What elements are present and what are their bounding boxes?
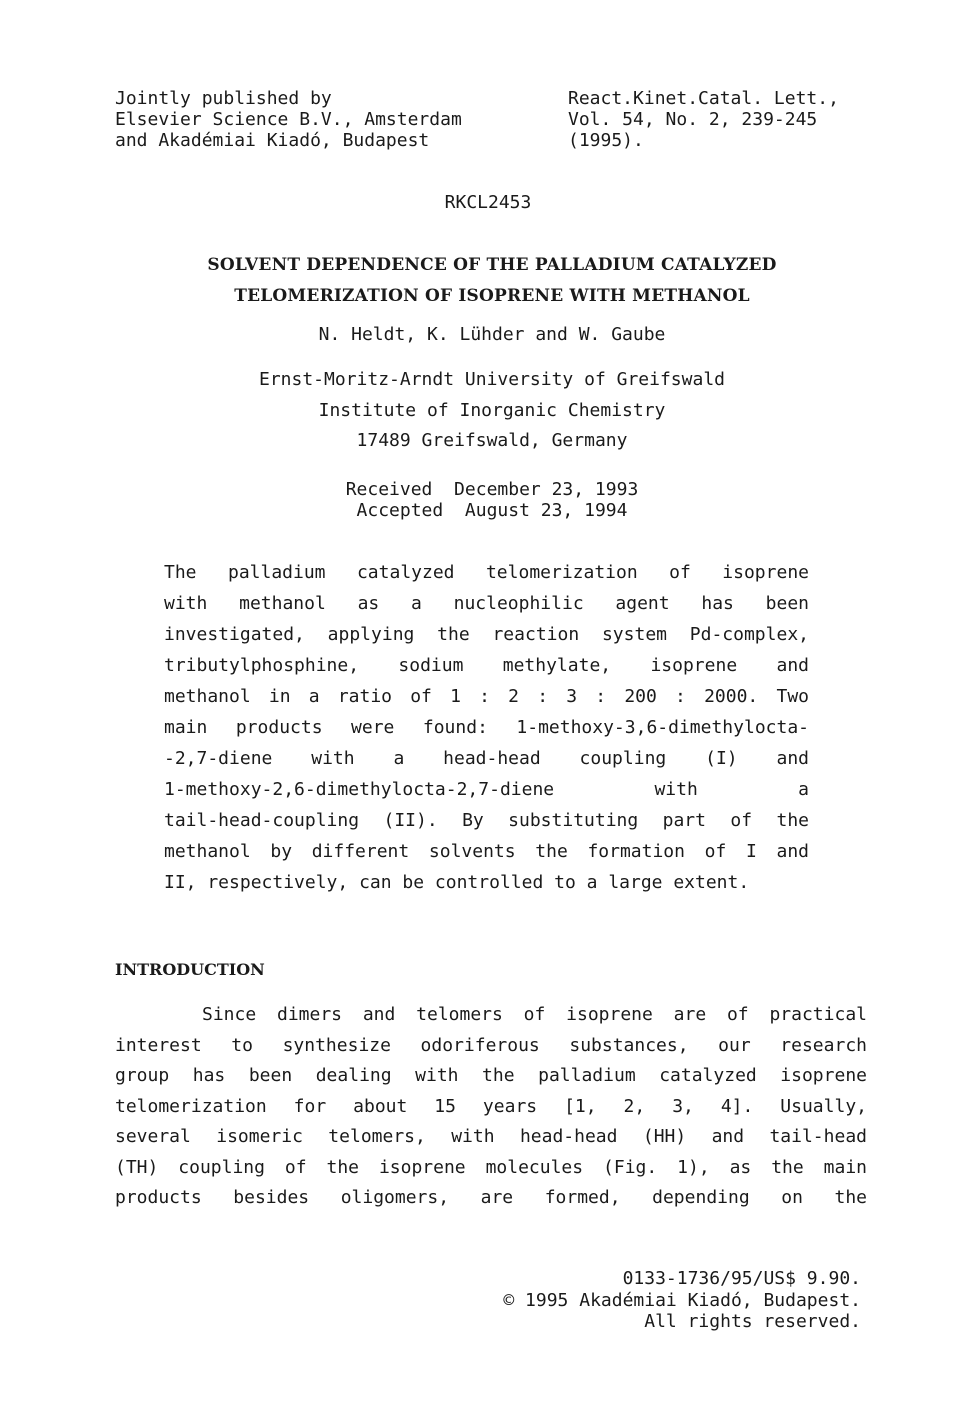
paper-title xyxy=(0,250,976,312)
intro-line: group has been dealing with the palladium catalyzed isoprene xyxy=(115,1065,867,1086)
abstract-line: -2,7-diene with a head-head coupling (I) and xyxy=(164,748,809,769)
abstract-line: 1-methoxy-2,6-dimethylocta-2,7-diene with a xyxy=(164,779,809,800)
submission-dates xyxy=(0,479,976,521)
citation-line: Vol. 54, No. 2, 239-245 xyxy=(568,109,818,130)
journal-citation xyxy=(568,88,839,151)
publisher-line: Jointly published by xyxy=(115,88,332,109)
intro-line: products besides oligomers, are formed, depending on the xyxy=(115,1187,867,1208)
copyright-footer xyxy=(503,1268,861,1333)
abstract xyxy=(164,557,809,898)
section-heading-introduction: INTRODUCTION xyxy=(115,960,265,979)
publisher-line: and Akadémiai Kiadó, Budapest xyxy=(115,130,430,151)
abstract-line: methanol by different solvents the formation of I and xyxy=(164,841,809,862)
intro-line: telomerization for about 15 years [1, 2, 3, 4]. Usually, xyxy=(115,1095,867,1117)
footer-line: 0133-1736/95/US$ 9.90. xyxy=(622,1268,861,1289)
abstract-line: methanol in a ratio of 1 : 2 : 3 : 200 : 2000. Two xyxy=(164,686,809,707)
abstract-line: main products were found: 1-methoxy-3,6-dimethylocta- xyxy=(164,717,809,738)
citation-line: (1995). xyxy=(568,130,644,151)
accepted-date: Accepted August 23, 1994 xyxy=(356,500,628,521)
footer-line: All rights reserved. xyxy=(644,1311,861,1332)
intro-line: (TH) coupling of the isoprene molecules (Fig. 1), as the main xyxy=(115,1156,867,1178)
abstract-line: investigated, applying the reaction system Pd-complex, xyxy=(164,624,809,645)
affiliation-line: Ernst-Moritz-Arndt University of Greifswald xyxy=(259,369,725,390)
received-date: Received December 23, 1993 xyxy=(345,479,639,500)
abstract-line: with methanol as a nucleophilic agent has been xyxy=(164,593,809,614)
abstract-line: The palladium catalyzed telomerization of isoprene xyxy=(164,562,809,583)
article-code: RKCL2453 xyxy=(444,192,532,213)
intro-line: interest to synthesize odoriferous substances, our research xyxy=(115,1034,867,1056)
introduction-text xyxy=(115,1000,867,1214)
citation-line: React.Kinet.Catal. Lett., xyxy=(568,88,839,109)
footer-line: © 1995 Akadémiai Kiadó, Budapest. xyxy=(503,1289,861,1311)
affiliation-line: Institute of Inorganic Chemistry xyxy=(318,399,666,421)
authors: N. Heldt, K. Lühder and W. Gaube xyxy=(318,324,666,345)
title-line: SOLVENT DEPENDENCE OF THE PALLADIUM CATALYZED xyxy=(207,255,777,275)
intro-line: several isomeric telomers, with head-head (HH) and tail-head xyxy=(115,1126,867,1147)
abstract-line: tail-head-coupling (II). By substituting part of the xyxy=(164,810,809,831)
publisher-line: Elsevier Science B.V., Amsterdam xyxy=(115,109,462,130)
publisher-block xyxy=(115,88,462,151)
abstract-line: II, respectively, can be controlled to a large extent. xyxy=(164,872,750,893)
affiliation xyxy=(0,365,976,457)
intro-line: Since dimers and telomers of isoprene are of practical xyxy=(202,1004,867,1025)
affiliation-line: 17489 Greifswald, Germany xyxy=(356,430,628,451)
title-line: TELOMERIZATION OF ISOPRENE WITH METHANOL xyxy=(234,286,750,306)
abstract-line: tributylphosphine, sodium methylate, isoprene and xyxy=(164,655,809,676)
